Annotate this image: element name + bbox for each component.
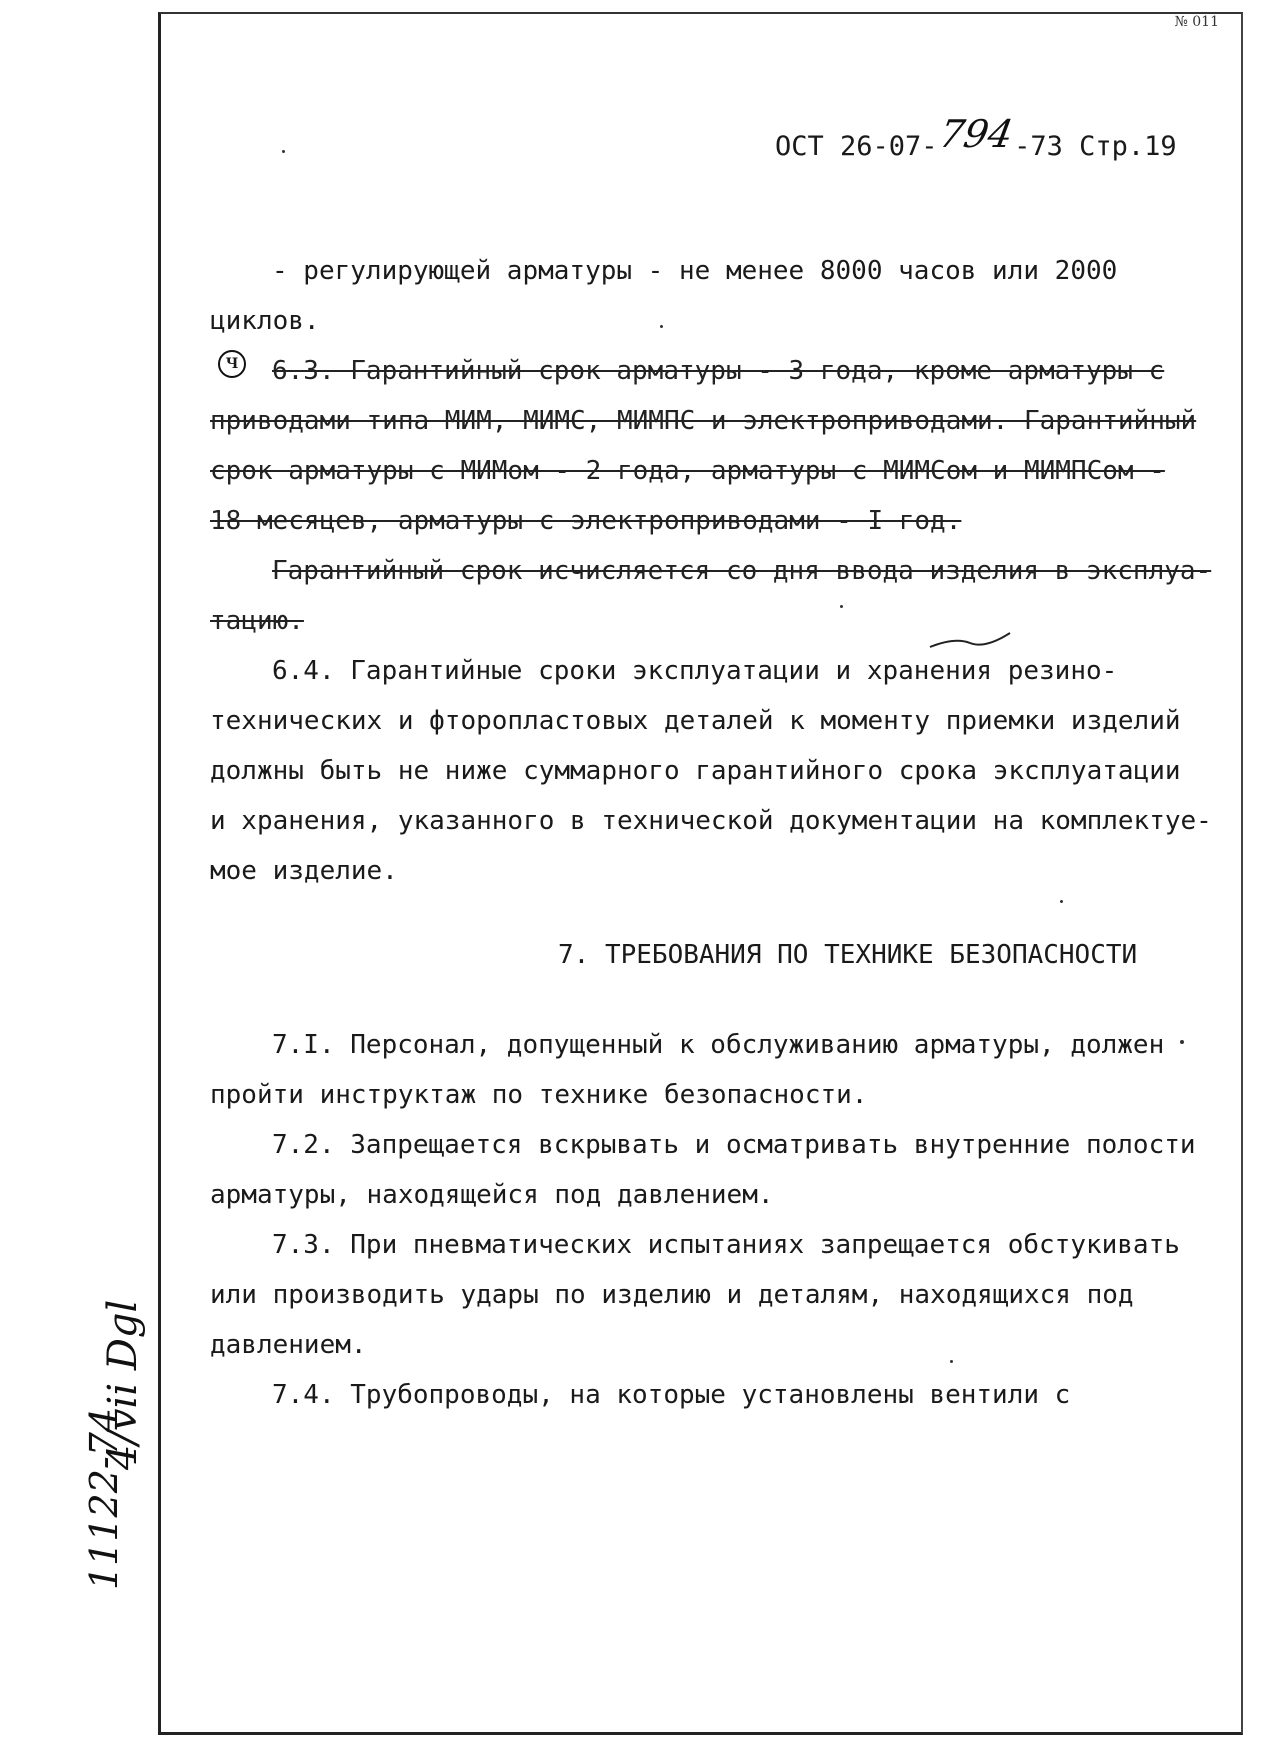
- struck-text-line: Гарантийный срок исчисляется со дня ввода изделия в эксплуа-: [272, 556, 1212, 586]
- text-line: технических и фторопластовых деталей к моменту приемки изделий: [210, 706, 1181, 736]
- text-line: мое изделие.: [210, 856, 398, 886]
- scan-speck: [282, 150, 285, 153]
- margin-date-note: 11122-74: [82, 1407, 126, 1590]
- scan-speck: [840, 605, 843, 608]
- text-line: пройти инструктаж по технике безопасности.: [210, 1080, 868, 1110]
- text-line: 7.4. Трубопроводы, на которые установлены вентили с: [272, 1380, 1071, 1410]
- text-line: 7.2. Запрещается вскрывать и осматривать внутренние полости: [272, 1130, 1196, 1160]
- scan-speck: [1060, 900, 1063, 903]
- struck-text-line: 18 месяцев, арматуры с электроприводами - I год.: [210, 506, 962, 536]
- text-line: циклов.: [210, 306, 320, 336]
- margin-signature-note: 4/vii Dgl: [100, 1299, 146, 1470]
- text-line: должны быть не ниже суммарного гарантийного срока эксплуатации: [210, 756, 1181, 786]
- text-line: 6.4. Гарантийные сроки эксплуатации и хранения резино-: [272, 656, 1118, 686]
- scan-speck: [950, 1360, 953, 1363]
- text-line: 7.3. При пневматических испытаниях запрещается обстукивать: [272, 1230, 1180, 1260]
- struck-text-line: тацию.: [210, 606, 304, 636]
- struck-text-line: срок арматуры с МИМом - 2 года, арматуры с МИМСом и МИМПСом -: [210, 456, 1165, 486]
- corner-number: № 011: [1174, 14, 1219, 30]
- text-line: арматуры, находящейся под давлением.: [210, 1180, 774, 1210]
- section-title: 7. ТРЕБОВАНИЯ ПО ТЕХНИКЕ БЕЗОПАСНОСТИ: [558, 940, 1138, 970]
- scan-speck: [1180, 1040, 1184, 1044]
- text-line: или производить удары по изделию и деталям, находящихся под: [210, 1280, 1134, 1310]
- struck-text-line: приводами типа МИМ, МИМС, МИМПС и электроприводами. Гарантийный: [210, 406, 1197, 436]
- text-line: и хранения, указанного в технической документации на комплектуе-: [210, 806, 1212, 836]
- text-line: 7.I. Персонал, допущенный к обслуживанию арматуры, должен: [272, 1030, 1165, 1060]
- text-line: - регулирующей арматуры - не менее 8000 часов или 2000: [272, 256, 1118, 286]
- header-suffix: -73 Стр.19: [1014, 131, 1177, 162]
- text-line: давлением.: [210, 1330, 367, 1360]
- circled-mark: Ч: [218, 350, 246, 378]
- scan-speck: [660, 325, 663, 328]
- pencil-scribble-icon: [925, 625, 1015, 655]
- handwritten-document-number: 794: [935, 112, 1016, 156]
- struck-text-line: 6.3. Гарантийный срок арматуры - 3 года, кроме арматуры с: [272, 356, 1165, 386]
- document-header: [775, 112, 1177, 164]
- header-prefix: ОСТ 26-07-: [775, 131, 938, 162]
